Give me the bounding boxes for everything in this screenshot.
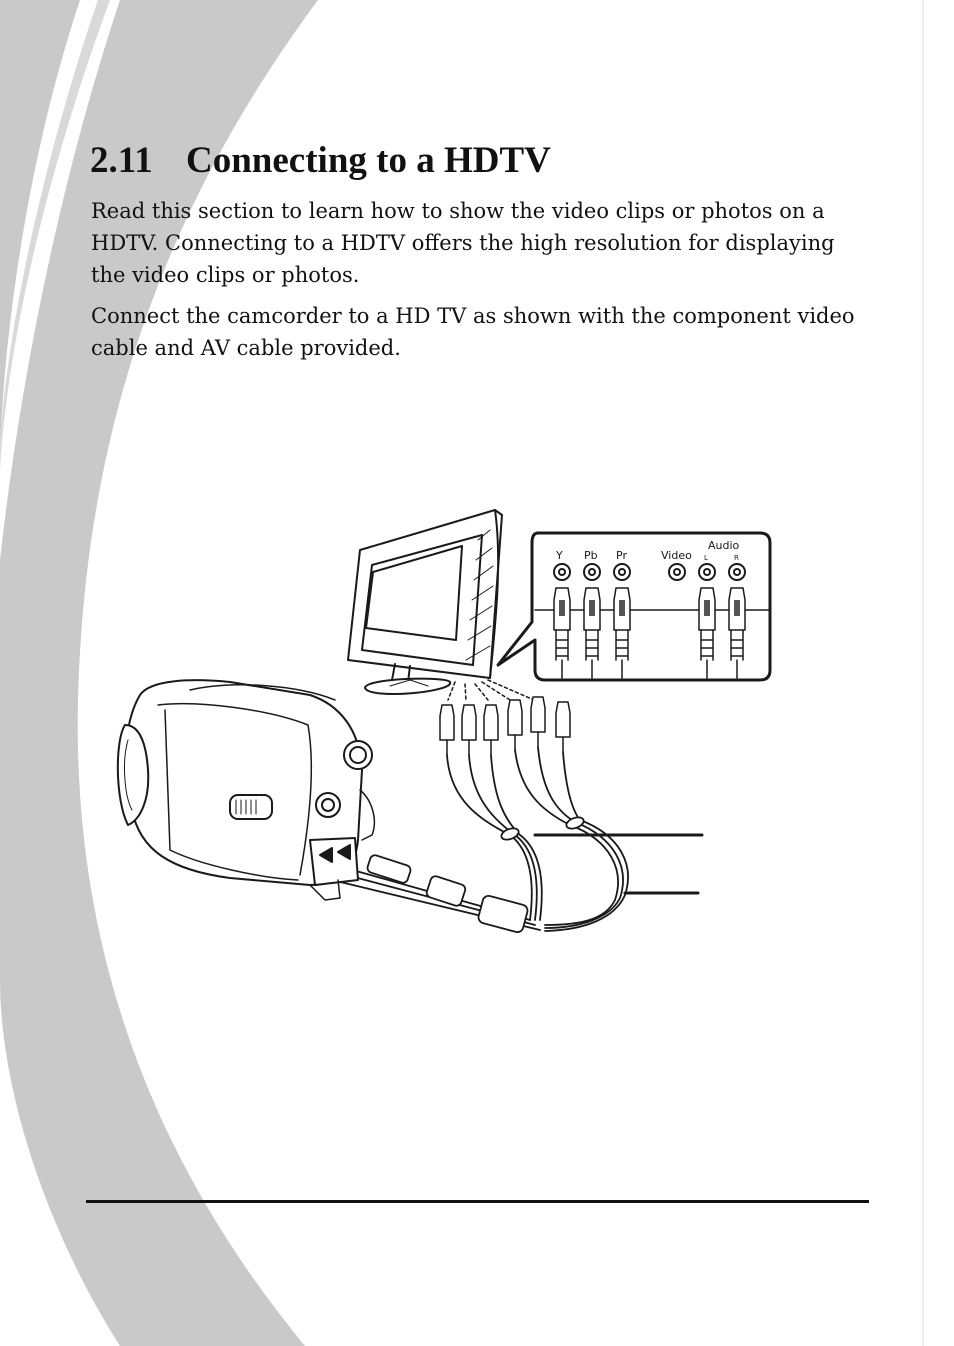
instruction-paragraph: Connect the camcorder to a HD TV as shown with the component video cable and AV cable provided. — [91, 304, 855, 360]
cable-plugs-icon — [440, 697, 570, 755]
hdtv-monitor-icon — [348, 510, 502, 694]
jack-label-pb: Pb — [584, 549, 598, 562]
intro-paragraph: Read this section to learn how to show the video clips or photos on a HDTV. Connecting to a HDTV offers the high resolution for displaying the video clips or photos. — [91, 199, 835, 287]
section-title: Connecting to a HDTV — [186, 140, 551, 181]
jack-label-left: L — [704, 554, 708, 562]
section-number: 2.11 — [90, 140, 153, 181]
jack-label-y: Y — [556, 549, 563, 562]
jack-label-pr: Pr — [616, 549, 627, 562]
section-heading — [90, 138, 551, 184]
jack-label-audio: Audio — [708, 539, 740, 552]
dashed-guide-lines — [448, 680, 534, 700]
footer-rule — [86, 1200, 869, 1203]
jack-panel-callout — [498, 533, 770, 680]
av-cables-icon — [332, 747, 628, 933]
page-edge — [922, 0, 924, 1346]
jack-label-video: Video — [661, 549, 692, 562]
jack-label-right: R — [734, 554, 739, 562]
camcorder-icon — [118, 680, 375, 900]
hdtv-connection-diagram — [110, 500, 790, 960]
